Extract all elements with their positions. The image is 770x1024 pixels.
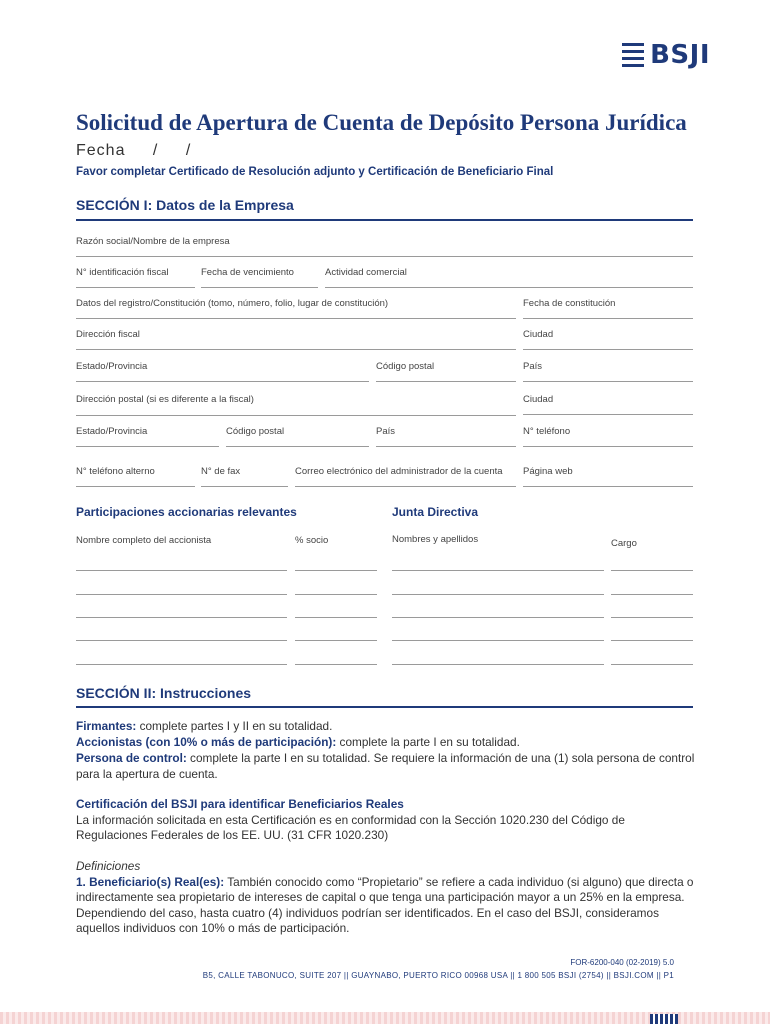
bsji-logo-icon [622,43,644,67]
form-code: FOR-6200-040 (02-2019) 5.0 [570,958,674,967]
section1-title: SECCIÓN I: Datos de la Empresa [76,197,294,213]
control-label: Persona de control: [76,751,187,765]
table-row-line[interactable] [611,617,693,618]
beneficiario-text: También conocido como “Propietario” se refiere a cada individuo (si alguno) que directa o indirectamente sea propietario de intereses de capital o que tenga una participación mayor a un 25% en la empresa. Dependiendo del caso, hasta cuatro (4) individuos podrían ser identificados. En el caso del BSJI, consideramos aquellos individuos con 10% o más de participación. [76,874,694,935]
fecha-field[interactable] [76,142,191,160]
razon-social-field[interactable]: Razón social/Nombre de la empresa [76,235,693,257]
direccion-postal-field[interactable]: Dirección postal (si es diferente a la fiscal) [76,394,516,416]
postal1-field[interactable]: Código postal [376,360,516,382]
table-row-line[interactable] [611,664,693,665]
col-socio: % socio [295,535,329,546]
table-row-line[interactable] [76,640,287,641]
col-nombres-junta: Nombres y apellidos [392,534,479,545]
control-text: complete la parte I en su totalidad. Se requiere la información de una (1) sola persona de control para la apertura de cuenta. [76,751,695,781]
definiciones-para [76,859,696,937]
table-row-line[interactable] [392,617,604,618]
junta-title: Junta Directiva [392,505,479,519]
ciudad1-field[interactable]: Ciudad [523,328,693,350]
section1-rule [76,219,693,221]
logo-text: BSJI [650,40,710,70]
cert-para [76,797,696,844]
table-row-line[interactable] [392,570,604,571]
brand-logo [622,40,710,70]
table-row-line[interactable] [392,594,604,595]
cert-text: La información solicitada en esta Certificación es en conformidad con la Sección 1020.230 del Código de Regulaciones Federales de los EE. UU. (31 CFR 1020.230) [76,812,625,842]
pais1-field[interactable]: País [523,360,693,382]
table-row-line[interactable] [295,640,377,641]
pais2-field[interactable]: País [376,425,516,447]
section2-title: SECCIÓN II: Instrucciones [76,685,252,701]
table-row-line[interactable] [392,664,604,665]
direccion-fiscal-field[interactable]: Dirección fiscal [76,328,516,350]
estado2-field[interactable]: Estado/Provincia [76,425,219,447]
postal2-field[interactable]: Código postal [226,425,369,447]
telefono-alterno-field[interactable]: N° teléfono alterno [76,465,195,487]
accionistas-text: complete la parte I en su totalidad. [336,735,520,749]
table-row-line[interactable] [76,617,287,618]
fecha-separator-1: / [152,142,159,159]
vencimiento-field[interactable]: Fecha de vencimiento [201,266,318,288]
fecha-separator-2: / [185,142,192,159]
table-row-line[interactable] [611,594,693,595]
definiciones-label: Definiciones [76,859,141,873]
participaciones-title: Participaciones accionarias relevantes [76,505,297,519]
table-row-line[interactable] [76,664,287,665]
table-row-line[interactable] [76,570,287,571]
fecha-constitucion-field[interactable]: Fecha de constitución [523,297,693,319]
fax-field[interactable]: N° de fax [201,465,288,487]
beneficiario-label: 1. Beneficiario(s) Real(es): [76,874,225,889]
page-title: Solicitud de Apertura de Cuenta de Depósito Persona Jurídica [76,110,687,135]
accionistas-para [76,735,696,751]
id-fiscal-field[interactable]: N° identificación fiscal [76,266,195,288]
table-row-line[interactable] [611,640,693,641]
col-cargo: Cargo [611,538,637,549]
correo-field[interactable]: Correo electrónico del administrador de la cuenta [295,465,516,487]
table-row-line[interactable] [611,570,693,571]
firmantes-para [76,719,696,735]
firmantes-label: Firmantes: [76,719,137,733]
table-row-line[interactable] [295,617,377,618]
fecha-label: Fecha [76,142,126,159]
control-para [76,751,696,782]
accionistas-label: Accionistas (con 10% o más de participación): [76,735,337,749]
telefono-field[interactable]: N° teléfono [523,425,693,447]
subtitle: Favor completar Certificado de Resolución adjunto y Certificación de Beneficiario Final [76,166,554,178]
cert-title: Certificación del BSJI para identificar Beneficiarios Reales [76,797,404,811]
table-row-line[interactable] [295,594,377,595]
table-row-line[interactable] [76,594,287,595]
ciudad2-field[interactable]: Ciudad [523,393,693,415]
firmantes-text: complete partes I y II en su totalidad. [136,719,333,733]
registro-field[interactable]: Datos del registro/Constitución (tomo, número, folio, lugar de constitución) [76,297,516,319]
col-nombre-accionista: Nombre completo del accionista [76,535,212,546]
footer-address: B5, CALLE TABONUCO, SUITE 207 || GUAYNABO, PUERTO RICO 00968 USA || 1 800 505 BSJI (2754) || BSJI.COM || P1 [202,971,674,980]
estado1-field[interactable]: Estado/Provincia [76,360,369,382]
decorative-bars [650,1014,678,1024]
table-row-line[interactable] [392,640,604,641]
section2-rule [76,706,693,708]
web-field[interactable]: Página web [523,465,693,487]
table-row-line[interactable] [295,664,377,665]
actividad-field[interactable]: Actividad comercial [325,266,693,288]
table-row-line[interactable] [295,570,377,571]
